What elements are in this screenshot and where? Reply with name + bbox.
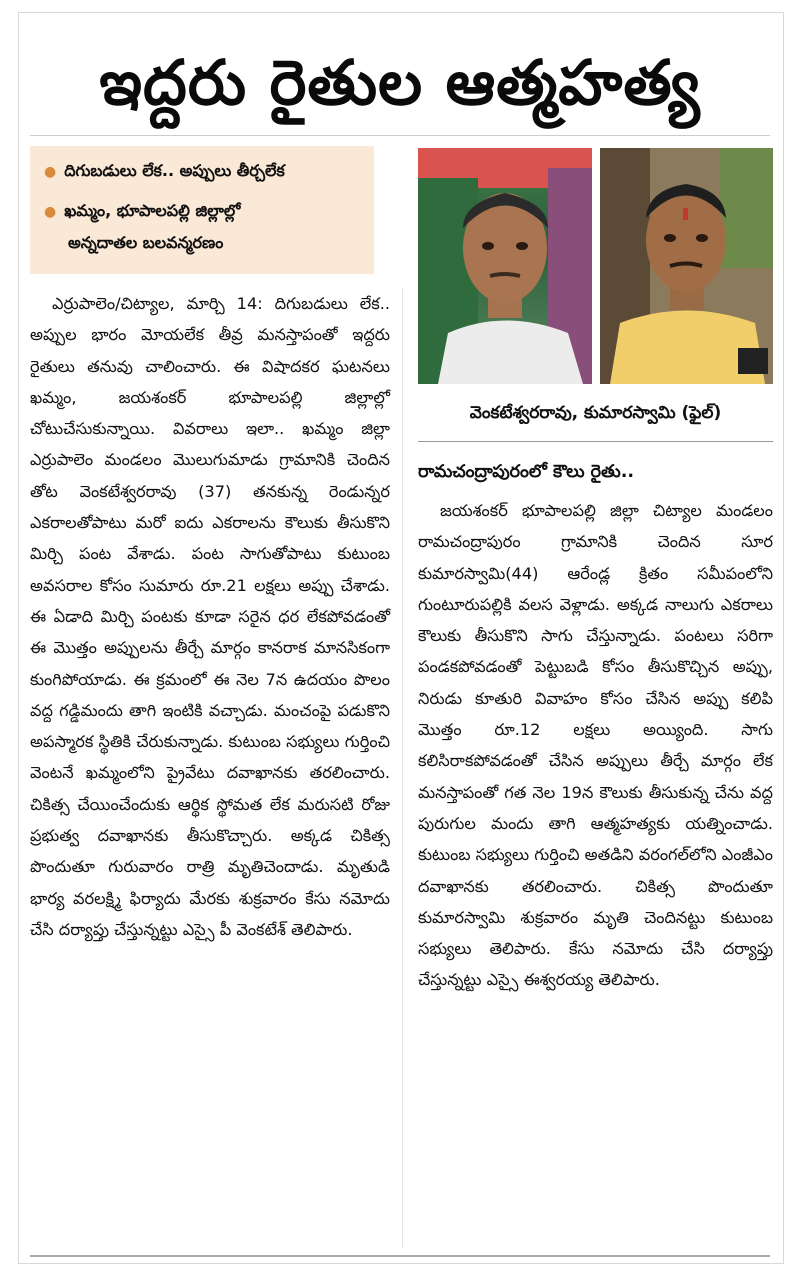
bottom-rule <box>30 1255 770 1257</box>
highlight-item-continued: అన్నదాతల బలవన్మరణం <box>68 233 224 252</box>
headline: ఇద్దరు రైతుల ఆత్మహత్య <box>99 46 701 119</box>
photo-kumaraswamy <box>600 148 773 384</box>
right-story-subheading: రామచంద్రాపురంలో కౌలు రైతు.. <box>418 462 634 482</box>
bullet-icon: ● <box>44 204 57 220</box>
caption-rule <box>418 441 773 442</box>
highlight-item <box>44 156 285 187</box>
highlight-item <box>44 196 240 227</box>
highlight-text: దిగుబడులు లేక.. అప్పులు తీర్చలేక <box>64 161 285 180</box>
highlights-box <box>30 146 374 274</box>
highlight-text: ఖమ్మం, భూపాలపల్లి జిల్లాల్లో <box>64 201 241 220</box>
headline-rule <box>30 135 770 136</box>
left-story-column <box>30 288 390 1258</box>
right-story-text: జయశంకర్ భూపాలపల్లి జిల్లా చిట్యాల మండలం రామచంద్రాపురం గ్రామానికి చెందిన సూర కుమారస్వామి(44) ఆరేండ్ల క్రితం సమీపంలోని గుంటూరుపల్లికి వలస వెళ్లాడు. అక్కడ నాలుగు ఎకరాలు కౌలుకు తీసుకొని సాగు చేస్తున్నాడు. పంటలు సరిగా పండకపోవడంతో పెట్టుబడి కోసం తీసుకొచ్చిన అప్పు, నిరుడు కూతురి వివాహం కోసం చేసిన అప్పు కలిపి మొత్తం రూ.12 లక్షలు అయ్యింది. సాగు కలిసిరాకపోవడంతో చేసిన అప్పులు తీర్చే మార్గం లేక మనస్తాపంతో గత నెల 19న కౌలుకు తీసుకున్న చేను వద్ద పురుగుల మందు తాగి ఆత్మహత్యకు యత్నించాడు. కుటుంబ సభ్యులు గుర్తించి అతడిని వరంగల్‌లోని ఎంజీఎం దవాఖానకు తరలించారు. చికిత్స పొందుతూ కుమారస్వామి శుక్రవారం మృతి చెందినట్టు కుటుంబ సభ్యులు తెలిపారు. కేసు నమోదు చేసి దర్యాప్తు చేస్తున్నట్టు ఎస్సై ఈశ్వరయ్య తెలిపారు. <box>418 501 773 990</box>
left-story-text: ఎర్రుపాలెం/చిట్యాల, మార్చి 14: దిగుబడులు లేక.. అప్పుల భారం మోయలేక తీవ్ర మనస్తాపంతో ఇద్దరు రైతులు తనువు చాలించారు. ఈ విషాదకర ఘటనలు ఖమ్మం, జయశంకర్ భూపాలపల్లి జిల్లాల్లో చోటుచేసుకున్నాయి. వివరాలు ఇలా.. ఖమ్మం జిల్లా ఎర్రుపాలెం మండలం మొలుగుమాడు గ్రామానికి చెందిన తోట వెంకటేశ్వరరావు (37) తనకున్న రెండున్నర ఎకరాలతోపాటు మరో ఐదు ఎకరాలను కౌలుకు తీసుకొని మిర్చి పంట వేశాడు. పంట సాగుతోపాటు కుటుంబ అవసరాల కోసం సుమారు రూ.21 లక్షలు అప్పు చేశాడు. ఈ ఏడాది మిర్చి పంటకు కూడా సరైన ధర లేకపోవడంతో ఈ మొత్తం అప్పులను తీర్చే మార్గం కానరాక మానసికంగా కుంగిపోయాడు. ఈ క్రమంలో ఈ నెల 7న ఉదయం పొలం వద్ద గడ్డిమందు తాగి ఇంటికి వచ్చాడు. మంచంపై పడుకొని అపస్మారక స్థితికి చేరుకున్నాడు. కుటుంబ సభ్యులు గుర్తించి వెంటనే ఖమ్మంలోని ప్రైవేటు దవాఖానకు తరలించారు. చికిత్స చేయించేందుకు ఆర్థిక స్థోమత లేక మరుసటి రోజు ప్రభుత్వ దవాఖానకు తీసుకొచ్చారు. అక్కడ చికిత్స పొందుతూ గురువారం రాత్రి మృతిచెందాడు. మృతుడి భార్య వరలక్ష్మి ఫిర్యాదు మేరకు శుక్రవారం కేసు నమోదు చేసి దర్యాప్తు చేస్తున్నట్టు ఎస్సై పీ వెంకటేశ్ తెలిపారు. <box>30 294 390 939</box>
right-story-column <box>418 495 773 1255</box>
photo-caption: వెంకటేశ్వరరావు, కుమారస్వామి (ఫైల్) <box>469 403 722 423</box>
photo-venkateswara-rao <box>418 148 592 384</box>
bullet-icon: ● <box>44 164 57 180</box>
portrait-image-1 <box>418 148 592 384</box>
column-divider <box>402 288 403 1248</box>
portrait-image-2 <box>600 148 773 384</box>
